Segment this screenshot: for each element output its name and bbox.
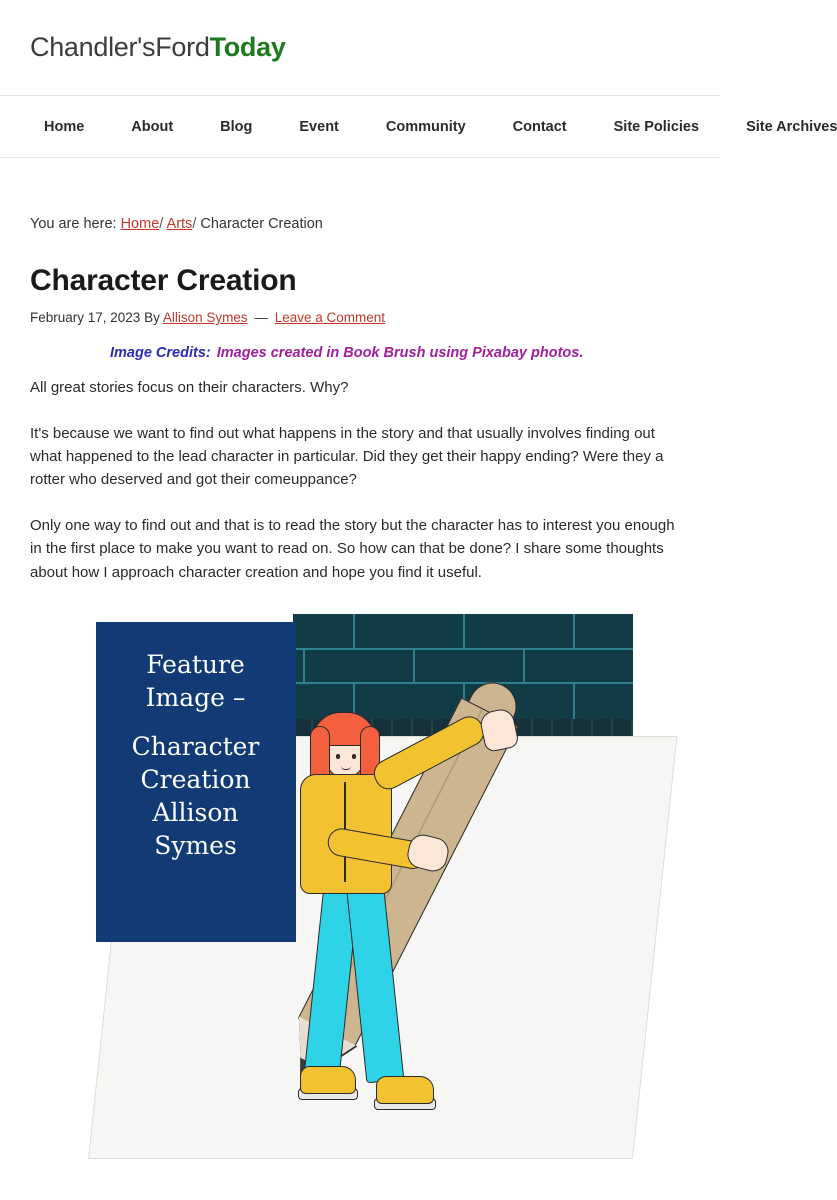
nav-item-contact[interactable]: Contact <box>512 118 567 135</box>
caption-line-6: Allison <box>152 798 239 828</box>
caption-line-4: Character <box>131 732 260 762</box>
breadcrumb <box>30 214 690 234</box>
caption-line-2: Image – <box>145 683 246 713</box>
entry-date: February 17, 2023 <box>30 310 141 326</box>
caption-line-1: Feature <box>146 650 245 680</box>
character-eye-left <box>336 754 340 759</box>
entry-meta-dash: — <box>254 310 268 326</box>
caption-line-5: Creation <box>140 765 251 795</box>
entry-author-link[interactable]: Allison Symes <box>162 310 248 326</box>
nav-item-blog[interactable]: Blog <box>220 118 253 135</box>
leave-comment-link[interactable]: Leave a Comment <box>274 310 385 326</box>
image-credits <box>30 345 690 361</box>
nav-item-site-archives[interactable]: Site Archives <box>746 118 837 135</box>
nav-item-site-policies[interactable]: Site Policies <box>613 118 700 135</box>
entry-by-label: By <box>144 310 160 326</box>
nav-item-community[interactable]: Community <box>385 118 466 135</box>
main-content <box>0 214 720 1159</box>
character-mouth <box>341 766 351 770</box>
entry-meta <box>30 310 690 325</box>
site-logo[interactable] <box>30 32 286 63</box>
character-shoe-left <box>300 1066 356 1094</box>
caption-gap <box>96 714 296 730</box>
nav-item-event[interactable]: Event <box>299 118 339 135</box>
site-header <box>0 0 720 96</box>
article-paragraph-3: Only one way to find out and that is to read the story but the character has to interest you enough in the first place to make you want to read on. So how can that be done? I share some thoughts about how I approach character creation and hope you find it useful. <box>30 516 675 581</box>
article-paragraph-2: It's because we want to find out what happens in the story and that usually involves finding out what happened to the lead character in particular. Did they get their happy ending? Were they a rotter who deserved and got their comeuppance? <box>30 424 664 489</box>
breadcrumb-separator-2: / <box>192 216 197 232</box>
feature-image[interactable] <box>88 614 633 1159</box>
breadcrumb-link-arts[interactable]: Arts <box>166 216 193 232</box>
main-navigation <box>0 96 837 158</box>
logo-text-primary: Chandler'sFord <box>30 32 210 62</box>
logo-text-accent: Today <box>209 32 286 62</box>
character-eye-right <box>352 754 356 759</box>
caption-line-7: Symes <box>154 831 237 861</box>
nav-item-home[interactable]: Home <box>44 118 85 135</box>
feature-image-wrapper <box>30 614 690 1159</box>
breadcrumb-link-home[interactable]: Home <box>120 216 160 232</box>
breadcrumb-current: Character Creation <box>200 216 323 232</box>
breadcrumb-prefix: You are here: <box>30 216 117 232</box>
feature-image-caption-block <box>96 622 296 942</box>
nav-item-about[interactable]: About <box>131 118 174 135</box>
breadcrumb-separator-1: / <box>159 216 164 232</box>
article-paragraph-1: All great stories focus on their characters. Why? <box>30 379 349 397</box>
image-credits-value: Images created in Book Brush using Pixabay photos. <box>216 345 584 362</box>
page-title: Character Creation <box>30 264 297 298</box>
character-shoe-right <box>376 1076 434 1104</box>
image-credits-label: Image Credits: <box>110 345 211 362</box>
